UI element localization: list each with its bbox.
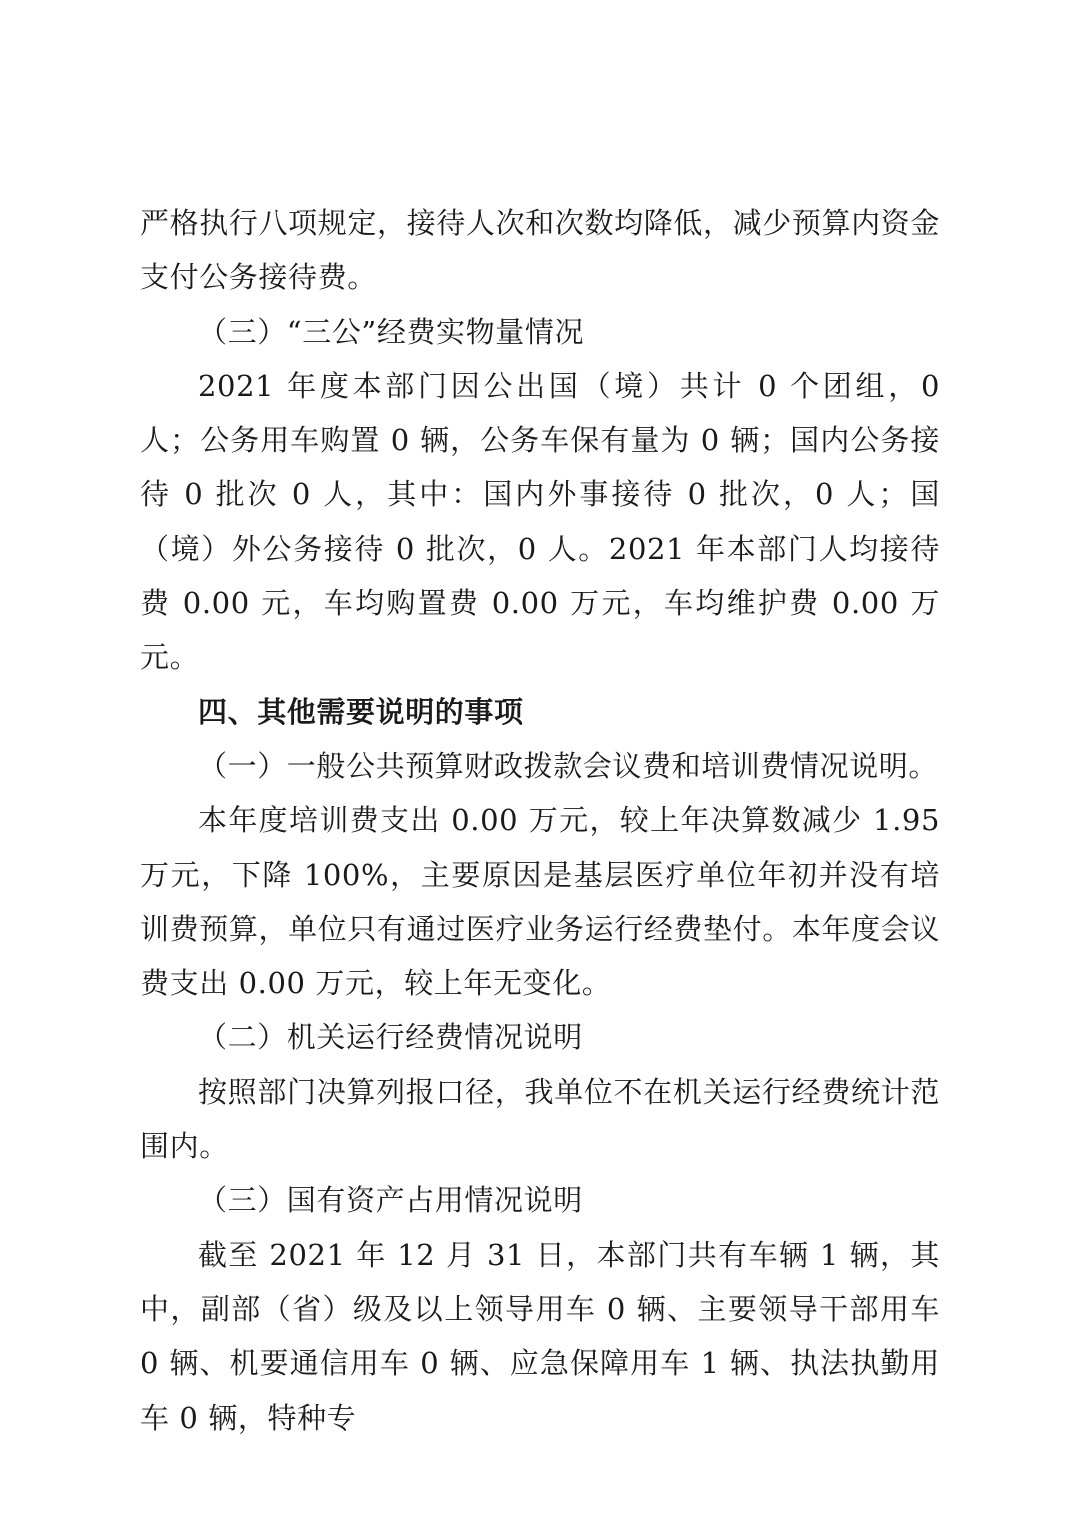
section-heading-other-matters: 四、其他需要说明的事项 <box>198 694 524 729</box>
document-body <box>140 196 940 1445</box>
subheading-meeting-training: （一）一般公共预算财政拨款会议费和培训费情况说明。 <box>198 748 939 783</box>
paragraph-meeting-training: 本年度培训费支出 0.00 万元，较上年决算数减少 1.95 万元，下降 100%，主要原因是基层医疗单位年初并没有培训费预算，单位只有通过医疗业务运行经费垫付。本年度会议费支出 0.00 万元，较上年无变化。 <box>140 803 940 1001</box>
subheading-state-assets: （三）国有资产占用情况说明 <box>198 1183 583 1218</box>
paragraph-state-assets: 截至 2021 年 12 月 31 日，本部门共有车辆 1 辆，其中，副部（省）级及以上领导用车 0 辆、主要领导干部用车 0 辆、机要通信用车 0 辆、应急保障用车 1 辆、执法执勤用车 0 辆，特种专 <box>140 1237 940 1435</box>
subheading-operating-expenses: （二）机关运行经费情况说明 <box>198 1020 583 1055</box>
paragraph-operating-expenses: 按照部门决算列报口径，我单位不在机关运行经费统计范围内。 <box>140 1074 940 1164</box>
paragraph-continued: 严格执行八项规定，接待人次和次数均降低，减少预算内资金支付公务接待费。 <box>140 206 940 295</box>
subheading-three-public-quantity: （三）“三公”经费实物量情况 <box>198 314 585 349</box>
paragraph-three-public-quantity: 2021 年度本部门因公出国（境）共计 0 个团组，0 人；公务用车购置 0 辆，公务车保有量为 0 辆；国内公务接待 0 批次 0 人，其中：国内外事接待 0 批次，0 人；国（境）外公务接待 0 批次，0 人。2021 年本部门人均接待费 0.00 元，车均购置费 0.00 万元，车均维护费 0.00 万元。 <box>140 368 940 675</box>
